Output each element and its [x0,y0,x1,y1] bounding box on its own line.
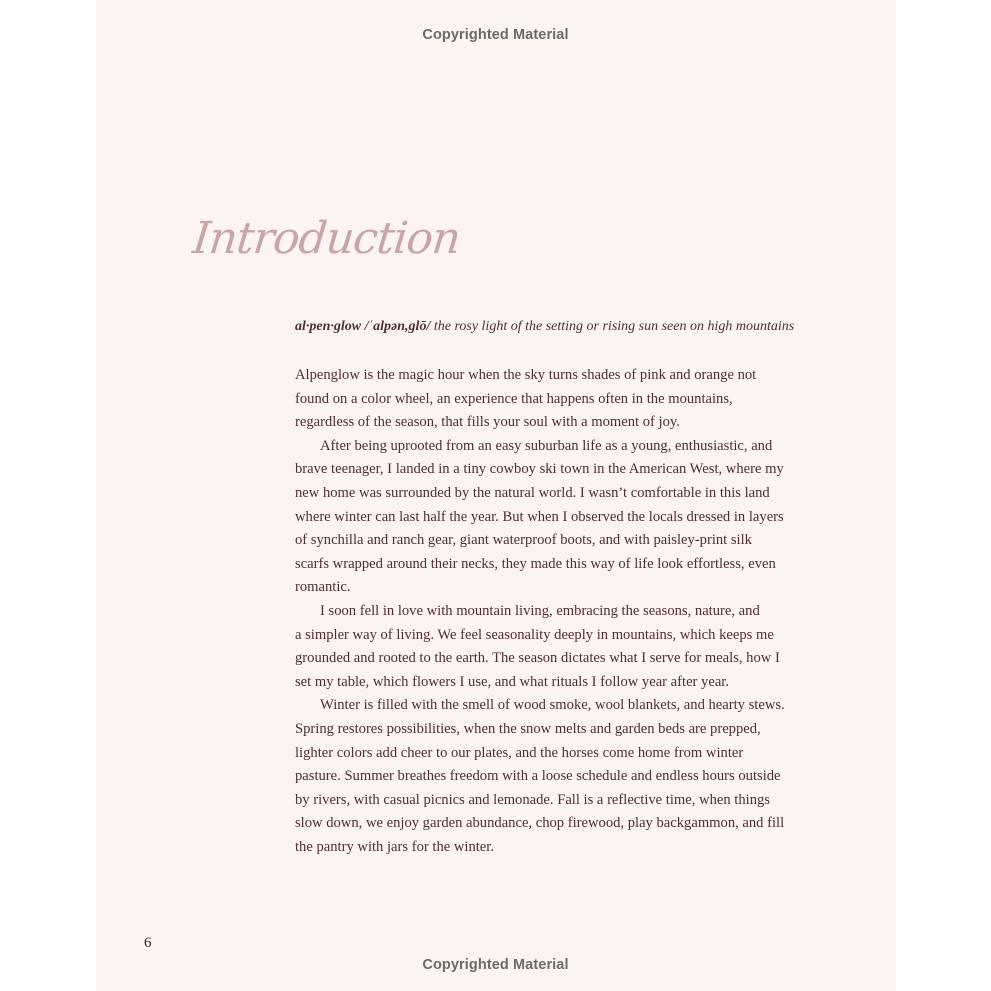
body-line: scarfs wrapped around their necks, they made this way of life look effortless, even [295,555,776,572]
body-line: Winter is filled with the smell of wood smoke, wool blankets, and hearty stews. [320,697,785,714]
body-line: slow down, we enjoy garden abundance, chop firewood, play backgammon, and fill [295,815,785,832]
body-line: romantic. [295,579,351,596]
copyright-watermark-top: Copyrighted Material [422,27,569,43]
body-line: of synchilla and ranch gear, giant waterproof boots, and with paisley-print silk [295,532,752,549]
definition-term: al·pen·glow /ˈalpən,glō/ [295,319,431,334]
body-line: brave teenager, I landed in a tiny cowboy ski town in the American West, where my [295,461,784,478]
body-line: Spring restores possibilities, when the snow melts and garden beds are prepped, [295,720,761,737]
body-text [295,364,800,859]
body-line: by rivers, with casual picnics and lemonade. Fall is a reflective time, when things [295,791,770,808]
body-line: grounded and rooted to the earth. The season dictates what I serve for meals, how I [295,650,780,667]
chapter-title: Introduction [190,213,463,264]
body-line: found on a color wheel, an experience that happens often in the mountains, [295,390,733,407]
body-line: regardless of the season, that fills your soul with a moment of joy. [295,414,680,431]
body-line: the pantry with jars for the winter. [295,838,494,855]
copyright-watermark-bottom: Copyrighted Material [422,957,569,973]
body-line: After being uprooted from an easy suburban life as a young, enthusiastic, and [320,437,773,454]
body-line: where winter can last half the year. But when I observed the locals dressed in layers [295,508,784,525]
body-line: pasture. Summer breathes freedom with a loose schedule and endless hours outside [295,768,781,785]
body-line: I soon fell in love with mountain living, embracing the seasons, nature, and [320,602,760,619]
definition-meaning: the rosy light of the setting or rising sun seen on high mountains [430,319,795,334]
page-number: 6 [144,935,152,951]
body-line: Alpenglow is the magic hour when the sky turns shades of pink and orange not [295,367,757,383]
body-line: new home was surrounded by the natural world. I wasn’t comfortable in this land [295,484,770,501]
body-line: a simpler way of living. We feel seasonality deeply in mountains, which keeps me [295,626,774,643]
definition-line [295,319,815,335]
body-line: lighter colors add cheer to our plates, and the horses come home from winter [295,744,744,761]
body-line: set my table, which flowers I use, and what rituals I follow year after year. [295,673,730,690]
